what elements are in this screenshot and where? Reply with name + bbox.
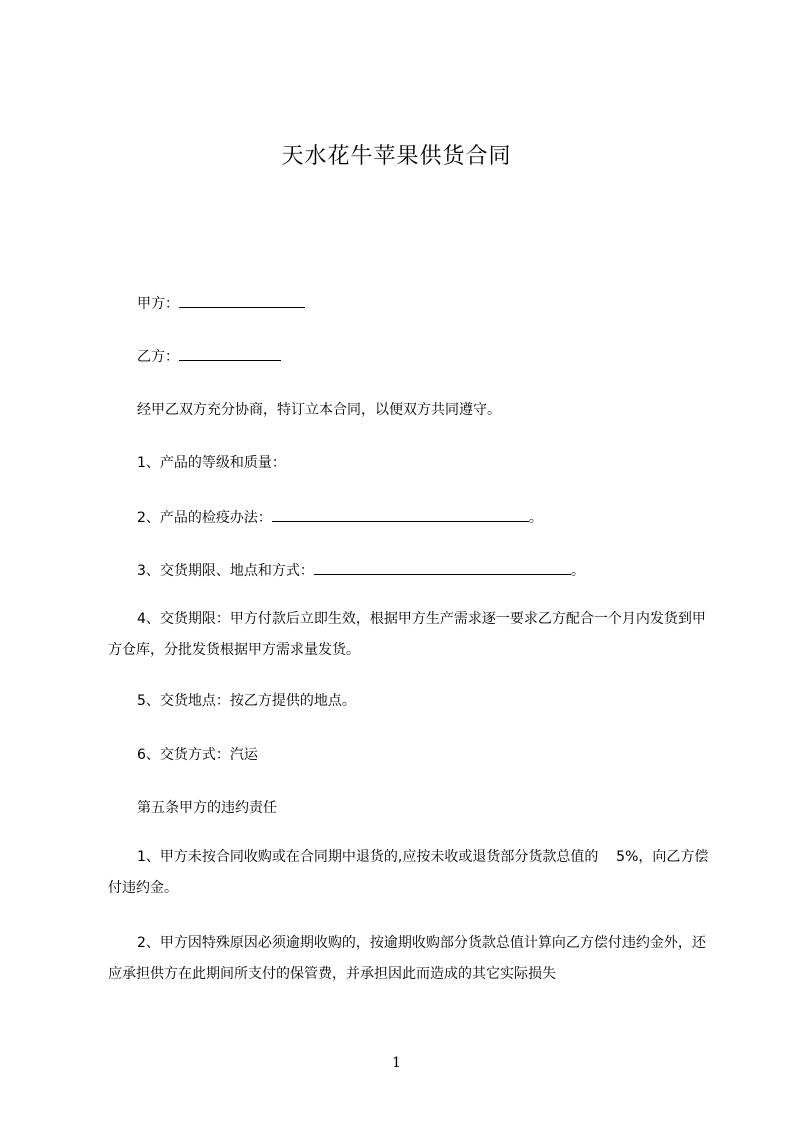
item-3-blank bbox=[314, 560, 571, 575]
item-2-label: 2、产品的检疫办法： bbox=[137, 510, 272, 526]
item-2-end: 。 bbox=[528, 510, 543, 526]
item-3-end: 。 bbox=[570, 563, 585, 579]
party-b-line bbox=[137, 346, 717, 367]
item-4: 4、交货期限：甲方付款后立即生效，根据甲方生产需求逐一要求乙方配合一个月内发货到甲方仓库，分批发货根据甲方需求量发货。 bbox=[108, 611, 706, 658]
item-6: 6、交货方式：汽运 bbox=[137, 747, 258, 763]
party-a-line bbox=[137, 293, 717, 314]
item-1: 1、产品的等级和质量： bbox=[137, 455, 286, 471]
party-a-blank bbox=[179, 293, 305, 308]
item-2-line bbox=[137, 507, 717, 528]
item-3-line bbox=[137, 560, 717, 581]
clause-1: 1、甲方未按合同收购或在合同期中退货的,应按未收或退货部分货款总值的 5%，向乙方偿付违约金。 bbox=[108, 849, 709, 896]
intro-text: 经甲乙双方充分协商，特订立本合同，以便双方共同遵守。 bbox=[137, 402, 501, 418]
item-2-blank bbox=[272, 507, 529, 522]
page-number: 1 bbox=[392, 1055, 401, 1071]
clause-2: 2、甲方因特殊原因必须逾期收购的，按逾期收购部分货款总值计算向乙方偿付违约金外，还应承担供方在此期间所支付的保管费，并承担因此而造成的其它实际损失 bbox=[108, 935, 706, 982]
party-b-label: 乙方： bbox=[137, 349, 179, 365]
party-b-blank bbox=[179, 346, 281, 361]
item-3-label: 3、交货期限、地点和方式： bbox=[137, 563, 314, 579]
article-5-heading: 第五条甲方的违约责任 bbox=[137, 800, 277, 816]
party-a-label: 甲方： bbox=[137, 296, 179, 312]
page-title: 天水花牛苹果供货合同 bbox=[281, 144, 512, 169]
item-5: 5、交货地点：按乙方提供的地点。 bbox=[137, 693, 356, 709]
